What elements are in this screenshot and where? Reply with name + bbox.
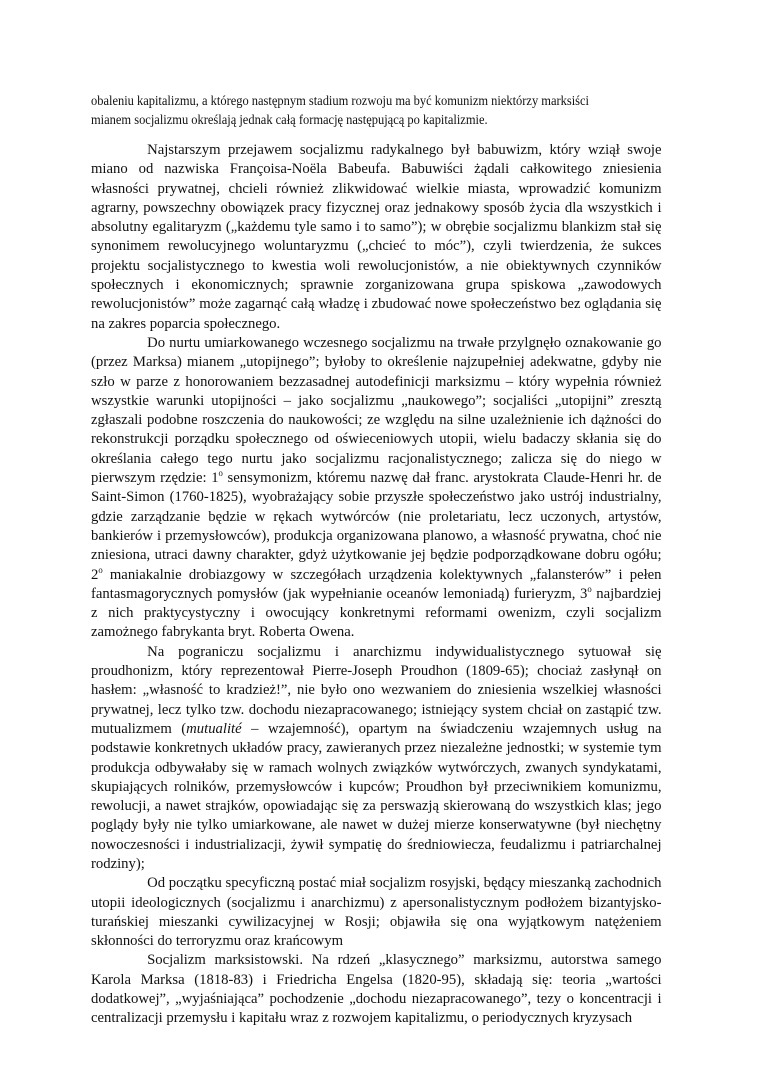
intro-line-1: obaleniu kapitalizmu, a którego następnym stadium rozwoju ma być komunizm niektórzy marksiści xyxy=(91,93,590,108)
ordinal-marker-3: o xyxy=(587,583,592,594)
paragraph-socjalizm-utopijny xyxy=(91,333,662,642)
proudhon-text-b: – wzajemność), opartym na świadczeniu wzajemnych usług na podstawie konkretnych układów pracy, zawieranych przez niezależne jednostki; w systemie tym produkcja odbywałaby się w ramach wolnych związków wytwórczych, zwanych syndykatami, skupiających rolników, przemysłowców i kupców; Proudhon był przeciwnikiem komunizmu, rewolucji, a nawet strajków, opowiadając się za perswazją skierowaną do wszystkich klas; jego poglądy były nie tylko umiarkowane, ale nawet w dużej mierze konserwatywne (był niechętny nowoczesności i industrializacji, żywił sympatię do średniowiecza, feudalizmu i patriarchalnej rodziny); xyxy=(91,719,662,872)
utopijny-text-c: maniakalnie drobiazgowy w szczegółach urządzenia kolektywnych „falansterów” i pełen fantasmagorycznych pomysłów (jak wypełnianie oceanów lemoniadą) furieryzm, 3 xyxy=(91,565,662,602)
paragraph-socjalizm-rosyjski: Od początku specyficzną postać miał socjalizm rosyjski, będący mieszanką zachodnich utopii ideologicznych (socjalizmu i anarchizmu) z apersonalistycznym podłożem bizantyjsko-turańskiej mieszanki cywilizacyjnej w Rosji; objawiła się ona wyjątkowym natężeniem skłonności do terroryzmu oraz krańcowym xyxy=(91,874,662,950)
paragraph-socjalizm-marksistowski: Socjalizm marksistowski. Na rdzeń „klasycznego” marksizmu, autorstwa samego Karola Marksa (1818-83) i Friedricha Engelsa (1820-95), składają się: teoria „wartości dodatkowej”, „wyjaśniająca” pochodzenie „dochodu niezapracowanego”, tezy o koncentracji i centralizacji przemysłu i kapitału wraz z rozwojem kapitalizmu, o periodycznych kryzysach xyxy=(91,951,662,1027)
ordinal-marker-2: o xyxy=(98,564,103,575)
paragraph-babuwizm: Najstarszym przejawem socjalizmu radykalnego był babuwizm, który wziął swoje miano od nazwiska Françoisa-Noëla Babeufa. Babuwiści żądali całkowitego zniesienia własności prywatnej, chcieli również zlikwidować wielkie miasta, wprowadzić komunizm agrarny, powszechny obowiązek pracy fizycznej oraz jednakowy sposób życia dla wszystkich i absolutny egalitaryzm („każdemu tyle samo i to samo”); w obrębie socjalizmu blankizm stał się synonimem rewolucyjnego woluntaryzmu („chcieć to móc”), czyli twierdzenia, że sukces projektu socjalistycznego to kwestia woli rewolucjonistów, a nie obiektywnych czynników społecznych i ekonomicznych; sprawnie zorganizowana grupa spiskowa „zawodowych rewolucjonistów” może zagarnąć całą władzę i zbudować nowe społeczeństwo bez oglądania się na zakres poparcia społecznego. xyxy=(91,141,662,332)
paragraph-proudhonizm xyxy=(91,642,662,874)
utopijny-text-d: najbardziej z nich praktycystyczny i owocujący konkretnymi reformami owenizm, czyli socjalizm zamożnego fabrykanta bryt. Roberta Owena. xyxy=(91,584,662,641)
utopijny-text-a: Do nurtu umiarkowanego wczesnego socjalizmu na trwałe przylgnęło oznakowanie go (przez Marksa) mianem „utopijnego”; byłoby to określenie najzupełniej adekwatne, gdyby nie szło w parze z honorowaniem bezzasadnej autodefinicji marksizmu – który wypełnia również wszystkie warunki utopijności – jako socjalizmu „naukowego”; socjaliści „utopijni” zresztą zgłaszali podobne roszczenia do naukowości; ze względu na silne uzależnienie ich dążności do rekonstrukcji porządku społecznego od oświeceniowych utopii, wielu badaczy skłania się do określania całego tego nurtu jako socjalizmu racjonalistycznego; zalicza się do niego w pierwszym rzędzie: 1 xyxy=(91,333,662,487)
ordinal-marker-1: o xyxy=(218,467,223,478)
proudhon-text-a: Na pograniczu socjalizmu i anarchizmu indywidualistycznego sytuował się proudhonizm, który reprezentował Pierre-Joseph Proudhon (1809-65); chociaż zasłynął on hasłem: „własność to kradzież!”, nie było ono wezwaniem do zniesienia wszelkiej własności prywatnej, lecz tylko tzw. dochodu niezapracowanego; istniejący system chciał on zastąpić tzw. mutualizmem ( xyxy=(91,642,662,737)
proudhon-italic-term: mutualité xyxy=(186,719,242,737)
intro-line-2: mianem socjalizmu określają jednak całą formację następującą po kapitalizmie. xyxy=(91,112,488,127)
utopijny-text-b: sensymonizm, któremu nazwę dał franc. arystokrata Claude-Henri hr. de Saint-Simon (1760-1825), wyobrażający sobie przyszłe społeczeństwo jako ustrój industrialny, gdzie zarządzanie będzie w rękach wytwórców (nie proletariatu, lecz uczonych, artystów, bankierów i przemysłowców), produkcja organizowana planowo, a własność prywatna, choć nie zniesiona, utraci dawny charakter, gdyż użytkowanie jej będzie podporządkowane dobru ogółu; 2 xyxy=(91,469,662,583)
document-body xyxy=(91,140,662,1028)
intro-text xyxy=(91,91,640,129)
